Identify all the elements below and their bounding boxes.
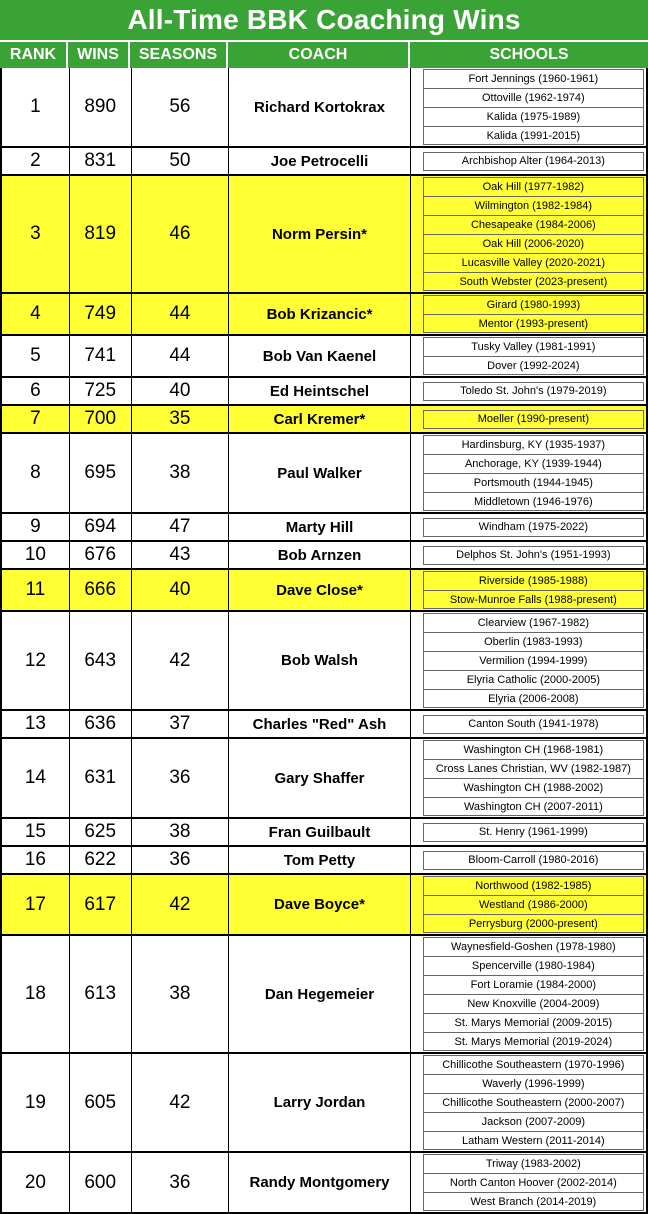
seasons-cell: 46: [132, 176, 230, 292]
school-entry: Elyria (2006-2008): [423, 689, 644, 708]
school-entry: Kalida (1975-1989): [423, 107, 644, 126]
schools-cell: [411, 612, 648, 709]
schools-cell: [411, 514, 648, 540]
school-entry: Vermilion (1994-1999): [423, 651, 644, 670]
school-entry: Archbishop Alter (1964-2013): [423, 152, 644, 171]
rank-cell: 16: [2, 847, 70, 873]
coach-name: Joe Petrocelli: [229, 148, 410, 174]
seasons-cell: 44: [132, 294, 230, 334]
schools-cell: [411, 936, 648, 1052]
rank-cell: 18: [2, 936, 70, 1052]
school-entry: Cross Lanes Christian, WV (1982-1987): [423, 759, 644, 778]
school-entry: Toledo St. John's (1979-2019): [423, 382, 644, 401]
schools-cell: [411, 176, 648, 292]
school-entry: Riverside (1985-1988): [423, 571, 644, 590]
school-entry: St. Marys Memorial (2019-2024): [423, 1032, 644, 1051]
wins-cell: 617: [70, 875, 132, 934]
table-row: [2, 936, 648, 1054]
school-entry: Portsmouth (1944-1945): [423, 473, 644, 492]
coach-name: Tom Petty: [229, 847, 410, 873]
rank-cell: 15: [2, 819, 70, 845]
school-entry: Moeller (1990-present): [423, 410, 644, 429]
rank-cell: 9: [2, 514, 70, 540]
seasons-cell: 56: [132, 68, 230, 146]
schools-cell: [411, 570, 648, 610]
school-entry: Bloom-Carroll (1980-2016): [423, 851, 644, 870]
schools-cell: [411, 739, 648, 817]
school-entry: Kalida (1991-2015): [423, 126, 644, 145]
school-entry: Delphos St. John's (1951-1993): [423, 546, 644, 565]
rank-cell: 14: [2, 739, 70, 817]
schools-cell: [411, 1054, 648, 1151]
coach-name: Carl Kremer*: [229, 406, 410, 432]
table-header: [0, 40, 648, 68]
seasons-cell: 36: [132, 1153, 230, 1212]
coach-name: Richard Kortokrax: [229, 68, 410, 146]
table-row: [2, 570, 648, 612]
table-row: [2, 819, 648, 847]
schools-cell: [411, 819, 648, 845]
table-row: [2, 1153, 648, 1214]
school-entry: Dover (1992-2024): [423, 356, 644, 375]
table-body: [0, 68, 648, 1214]
schools-cell: [411, 1153, 648, 1212]
rank-cell: 5: [2, 336, 70, 376]
table-row: [2, 434, 648, 514]
schools-cell: [411, 68, 648, 146]
school-entry: Oak Hill (2006-2020): [423, 234, 644, 253]
table-row: [2, 294, 648, 336]
school-entry: Northwood (1982-1985): [423, 876, 644, 895]
schools-cell: [411, 434, 648, 512]
school-entry: Triway (1983-2002): [423, 1154, 644, 1173]
school-entry: Latham Western (2011-2014): [423, 1131, 644, 1150]
wins-cell: 749: [70, 294, 132, 334]
schools-cell: [411, 711, 648, 737]
school-entry: Clearview (1967-1982): [423, 613, 644, 632]
school-entry: Ottoville (1962-1974): [423, 88, 644, 107]
table-row: [2, 378, 648, 406]
schools-cell: [411, 378, 648, 404]
schools-cell: [411, 847, 648, 873]
coach-name: Dan Hegemeier: [229, 936, 410, 1052]
wins-cell: 636: [70, 711, 132, 737]
wins-cell: 676: [70, 542, 132, 568]
school-entry: Stow-Munroe Falls (1988-present): [423, 590, 644, 609]
seasons-cell: 35: [132, 406, 230, 432]
rank-cell: 10: [2, 542, 70, 568]
header-coach: COACH: [228, 42, 410, 68]
wins-cell: 625: [70, 819, 132, 845]
school-entry: Lucasville Valley (2020-2021): [423, 253, 644, 272]
school-entry: Canton South (1941-1978): [423, 715, 644, 734]
table-row: [2, 514, 648, 542]
seasons-cell: 43: [132, 542, 230, 568]
rank-cell: 13: [2, 711, 70, 737]
table-row: [2, 875, 648, 936]
rank-cell: 4: [2, 294, 70, 334]
school-entry: Fort Jennings (1960-1961): [423, 69, 644, 88]
coach-name: Dave Boyce*: [229, 875, 410, 934]
coach-name: Marty Hill: [229, 514, 410, 540]
rank-cell: 7: [2, 406, 70, 432]
wins-cell: 700: [70, 406, 132, 432]
seasons-cell: 36: [132, 847, 230, 873]
header-schools: SCHOOLS: [489, 46, 569, 63]
schools-cell: [411, 406, 648, 432]
rank-cell: 11: [2, 570, 70, 610]
wins-cell: 613: [70, 936, 132, 1052]
school-entry: Chesapeake (1984-2006): [423, 215, 644, 234]
coach-name: Randy Montgomery: [229, 1153, 410, 1212]
table-row: [2, 336, 648, 378]
table-row: [2, 739, 648, 819]
wins-cell: 666: [70, 570, 132, 610]
rank-cell: 12: [2, 612, 70, 709]
schools-cell: [411, 542, 648, 568]
seasons-cell: 42: [132, 612, 230, 709]
coach-name: Norm Persin*: [229, 176, 410, 292]
coach-name: Ed Heintschel: [229, 378, 410, 404]
coach-name: Larry Jordan: [229, 1054, 410, 1151]
school-entry: Washington CH (1968-1981): [423, 740, 644, 759]
seasons-cell: 38: [132, 434, 230, 512]
wins-cell: 695: [70, 434, 132, 512]
seasons-cell: 40: [132, 570, 230, 610]
wins-cell: 643: [70, 612, 132, 709]
table-row: [2, 847, 648, 875]
school-entry: New Knoxville (2004-2009): [423, 994, 644, 1013]
school-entry: Windham (1975-2022): [423, 518, 644, 537]
wins-cell: 890: [70, 68, 132, 146]
seasons-cell: 36: [132, 739, 230, 817]
table-row: [2, 1054, 648, 1153]
school-entry: Mentor (1993-present): [423, 314, 644, 333]
school-entry: Hardinsburg, KY (1935-1937): [423, 435, 644, 454]
seasons-cell: 38: [132, 936, 230, 1052]
header-rank: RANK: [0, 42, 68, 68]
rank-cell: 19: [2, 1054, 70, 1151]
seasons-cell: 38: [132, 819, 230, 845]
rank-cell: 20: [2, 1153, 70, 1212]
coach-name: Gary Shaffer: [229, 739, 410, 817]
coach-name: Bob Walsh: [229, 612, 410, 709]
school-entry: Wilmington (1982-1984): [423, 196, 644, 215]
coach-name: Bob Arnzen: [229, 542, 410, 568]
coach-name: Paul Walker: [229, 434, 410, 512]
school-entry: Washington CH (2007-2011): [423, 797, 644, 816]
school-entry: St. Marys Memorial (2009-2015): [423, 1013, 644, 1032]
table-row: [2, 711, 648, 739]
school-entry: Elyria Catholic (2000-2005): [423, 670, 644, 689]
school-entry: Fort Loramie (1984-2000): [423, 975, 644, 994]
coach-name: Dave Close*: [229, 570, 410, 610]
rank-cell: 6: [2, 378, 70, 404]
wins-cell: 631: [70, 739, 132, 817]
school-entry: Oak Hill (1977-1982): [423, 177, 644, 196]
table-row: [2, 542, 648, 570]
coach-name: Bob Van Kaenel: [229, 336, 410, 376]
table-row: [2, 406, 648, 434]
seasons-cell: 44: [132, 336, 230, 376]
school-entry: Oberlin (1983-1993): [423, 632, 644, 651]
coach-name: Charles "Red" Ash: [229, 711, 410, 737]
wins-cell: 605: [70, 1054, 132, 1151]
rank-cell: 8: [2, 434, 70, 512]
school-entry: Anchorage, KY (1939-1944): [423, 454, 644, 473]
schools-cell: [411, 875, 648, 934]
school-entry: Spencerville (1980-1984): [423, 956, 644, 975]
school-entry: Girard (1980-1993): [423, 295, 644, 314]
seasons-cell: 37: [132, 711, 230, 737]
wins-cell: 819: [70, 176, 132, 292]
seasons-cell: 50: [132, 148, 230, 174]
coach-name: Bob Krizancic*: [229, 294, 410, 334]
school-entry: Perrysburg (2000-present): [423, 914, 644, 933]
rank-cell: 3: [2, 176, 70, 292]
table-row: [2, 148, 648, 176]
school-entry: Chillicothe Southeastern (2000-2007): [423, 1093, 644, 1112]
school-entry: South Webster (2023-present): [423, 272, 644, 291]
school-entry: Westland (1986-2000): [423, 895, 644, 914]
school-entry: North Canton Hoover (2002-2014): [423, 1173, 644, 1192]
school-entry: Waynesfield-Goshen (1978-1980): [423, 937, 644, 956]
school-entry: Tusky Valley (1981-1991): [423, 337, 644, 356]
coach-name: Fran Guilbault: [229, 819, 410, 845]
school-entry: Jackson (2007-2009): [423, 1112, 644, 1131]
wins-cell: 600: [70, 1153, 132, 1212]
schools-cell: [411, 148, 648, 174]
table-row: [2, 612, 648, 711]
header-wins: WINS: [68, 42, 130, 68]
school-entry: Middletown (1946-1976): [423, 492, 644, 511]
page-title: All-Time BBK Coaching Wins: [0, 0, 648, 40]
rank-cell: 1: [2, 68, 70, 146]
school-entry: Chillicothe Southeastern (1970-1996): [423, 1055, 644, 1074]
header-seasons: SEASONS: [130, 42, 228, 68]
school-entry: St. Henry (1961-1999): [423, 823, 644, 842]
wins-cell: 694: [70, 514, 132, 540]
table-row: [2, 176, 648, 294]
wins-cell: 725: [70, 378, 132, 404]
school-entry: Waverly (1996-1999): [423, 1074, 644, 1093]
schools-cell: [411, 294, 648, 334]
schools-cell: [411, 336, 648, 376]
school-entry: West Branch (2014-2019): [423, 1192, 644, 1211]
seasons-cell: 40: [132, 378, 230, 404]
wins-cell: 622: [70, 847, 132, 873]
wins-cell: 741: [70, 336, 132, 376]
table-row: [2, 68, 648, 148]
seasons-cell: 42: [132, 875, 230, 934]
rank-cell: 17: [2, 875, 70, 934]
seasons-cell: 47: [132, 514, 230, 540]
wins-cell: 831: [70, 148, 132, 174]
rank-cell: 2: [2, 148, 70, 174]
school-entry: Washington CH (1988-2002): [423, 778, 644, 797]
seasons-cell: 42: [132, 1054, 230, 1151]
